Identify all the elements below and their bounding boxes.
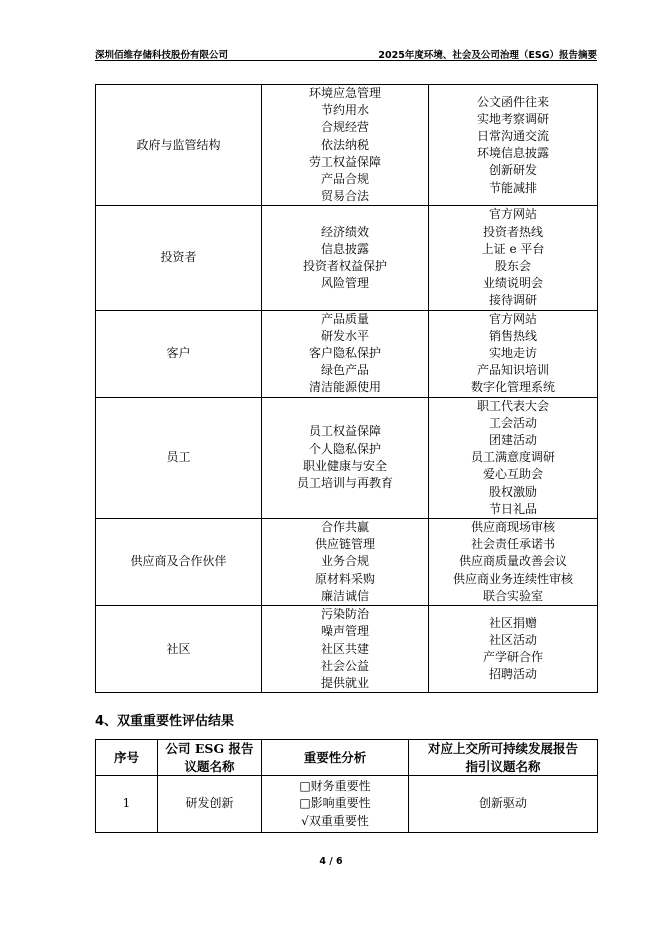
channel-item: 数字化管理系统: [470, 380, 555, 395]
channel-item: 供应商质量改善会议: [458, 554, 567, 569]
channel-item: 供应商现场审核: [470, 520, 555, 535]
concern-item: 噪声管理: [320, 624, 369, 639]
concern-item: 清洁能源使用: [308, 380, 381, 395]
materiality-header-row: [96, 740, 598, 776]
concern-item: 经济绩效: [320, 224, 369, 239]
concern-item: 职业健康与安全: [302, 458, 387, 473]
channel-item: 上证 e 平台: [481, 241, 545, 256]
page-number: 4 / 6: [319, 856, 343, 867]
concern-item: 廉洁诚信: [320, 588, 369, 603]
channel-item: 团建活动: [488, 433, 537, 448]
channel-item: 实地考察调研: [476, 111, 549, 126]
concern-item: 供应链管理: [314, 537, 375, 552]
concern-item: 投资者权益保护: [302, 259, 387, 274]
channel-item: 销售热线: [488, 328, 537, 343]
importance-option: √双重重要性: [301, 813, 369, 828]
header-sse-topic: 对应上交所可持续发展报告 指引议题名称: [409, 740, 598, 776]
row-topic: 研发创新: [158, 776, 262, 833]
stakeholder-channels: [429, 310, 598, 397]
report-title: 2025年度环境、社会及公司治理（ESG）报告摘要: [378, 50, 597, 61]
channel-item: 节日礼品: [488, 501, 537, 516]
table-row: [96, 206, 598, 310]
channel-item: 业绩说明会: [482, 276, 543, 291]
channel-item: 官方网站: [488, 311, 537, 326]
table-row: [96, 397, 598, 518]
importance-option: □财务重要性: [299, 778, 371, 793]
channel-item: 股东会: [494, 259, 531, 274]
concern-item: 节约用水: [320, 103, 369, 118]
stakeholder-concerns: [262, 606, 429, 693]
page-header: [95, 44, 597, 60]
channel-item: 工会活动: [488, 415, 537, 430]
stakeholder-name: 政府与监管结构: [96, 85, 262, 206]
concern-item: 合规经营: [320, 120, 369, 135]
stakeholder-channels: [429, 85, 598, 206]
row-analysis: [262, 776, 409, 833]
stakeholder-concerns: [262, 397, 429, 518]
concern-item: 污染防治: [320, 607, 369, 622]
stakeholder-name: 投资者: [96, 206, 262, 310]
company-name: 深圳佰维存储科技股份有限公司: [95, 50, 229, 61]
stakeholder-channels: [429, 206, 598, 310]
channel-item: 产学研合作: [482, 650, 543, 665]
channel-item: 日常沟通交流: [476, 129, 549, 143]
channel-item: 职工代表大会: [476, 398, 549, 413]
header-topic: 公司 ESG 报告 议题名称: [158, 740, 262, 776]
stakeholder-channels: [429, 606, 598, 693]
importance-option: □影响重要性: [299, 796, 371, 811]
concern-item: 业务合规: [320, 554, 369, 569]
channel-item: 股权激励: [488, 484, 537, 499]
stakeholder-concerns: [262, 85, 429, 206]
row-no: 1: [96, 776, 158, 833]
channel-item: 社区捐赠: [488, 615, 537, 630]
channel-item: 产品知识培训: [476, 363, 549, 378]
concern-item: 环境应急管理: [308, 86, 381, 100]
stakeholder-channels: [429, 397, 598, 518]
stakeholder-concerns: [262, 519, 429, 606]
concern-item: 员工培训与再教育: [296, 476, 393, 491]
channel-item: 公文函件往来: [476, 94, 549, 109]
channel-item: 社会责任承诺书: [470, 537, 555, 552]
header-divider: [95, 60, 597, 61]
channel-item: 联合实验室: [482, 588, 543, 603]
stakeholder-name: 员工: [96, 397, 262, 518]
channel-item: 招聘活动: [488, 667, 537, 682]
channel-item: 社区活动: [488, 632, 537, 647]
table-row: [96, 776, 598, 833]
concern-item: 贸易合法: [320, 189, 369, 204]
concern-item: 绿色产品: [320, 363, 369, 378]
channel-item: 实地走访: [488, 346, 537, 361]
stakeholder-concerns: [262, 206, 429, 310]
concern-item: 原材料采购: [314, 571, 375, 586]
table-row: [96, 85, 598, 206]
concern-item: 社会公益: [320, 658, 369, 673]
row-sse-topic: 创新驱动: [409, 776, 598, 833]
table-row: [96, 606, 598, 693]
concern-item: 信息披露: [320, 241, 369, 256]
channel-item: 接待调研: [488, 293, 537, 308]
table-row: [96, 310, 598, 397]
header-analysis: 重要性分析: [262, 740, 409, 776]
channel-item: 爱心互助会: [482, 467, 543, 482]
concern-item: 研发水平: [320, 328, 369, 343]
table-row: [96, 519, 598, 606]
channel-item: 创新研发: [488, 163, 537, 178]
concern-item: 提供就业: [320, 675, 369, 690]
concern-item: 员工权益保障: [308, 424, 381, 439]
stakeholder-name: 客户: [96, 310, 262, 397]
stakeholder-name: 社区: [96, 606, 262, 693]
channel-item: 环境信息披露: [476, 146, 549, 161]
channel-item: 官方网站: [488, 207, 537, 222]
concern-item: 个人隐私保护: [308, 441, 381, 456]
concern-item: 合作共赢: [320, 520, 369, 535]
channel-item: 节能减排: [488, 180, 537, 195]
section-title: 4、双重重要性评估结果: [95, 714, 235, 729]
channel-item: 员工满意度调研: [470, 450, 555, 465]
concern-item: 劳工权益保障: [308, 154, 381, 169]
channel-item: 投资者热线: [482, 224, 543, 239]
concern-item: 社区共建: [320, 641, 369, 656]
concern-item: 依法纳税: [320, 137, 369, 152]
stakeholder-name: 供应商及合作伙伴: [96, 519, 262, 606]
concern-item: 产品合规: [320, 172, 369, 187]
concern-item: 客户隐私保护: [308, 346, 381, 361]
channel-item: 供应商业务连续性审核: [452, 571, 573, 586]
materiality-table: [95, 739, 598, 833]
stakeholder-concerns: [262, 310, 429, 397]
concern-item: 风险管理: [320, 276, 369, 291]
stakeholder-table: [95, 84, 598, 693]
stakeholder-channels: [429, 519, 598, 606]
header-no: 序号: [96, 740, 158, 776]
concern-item: 产品质量: [320, 311, 369, 326]
